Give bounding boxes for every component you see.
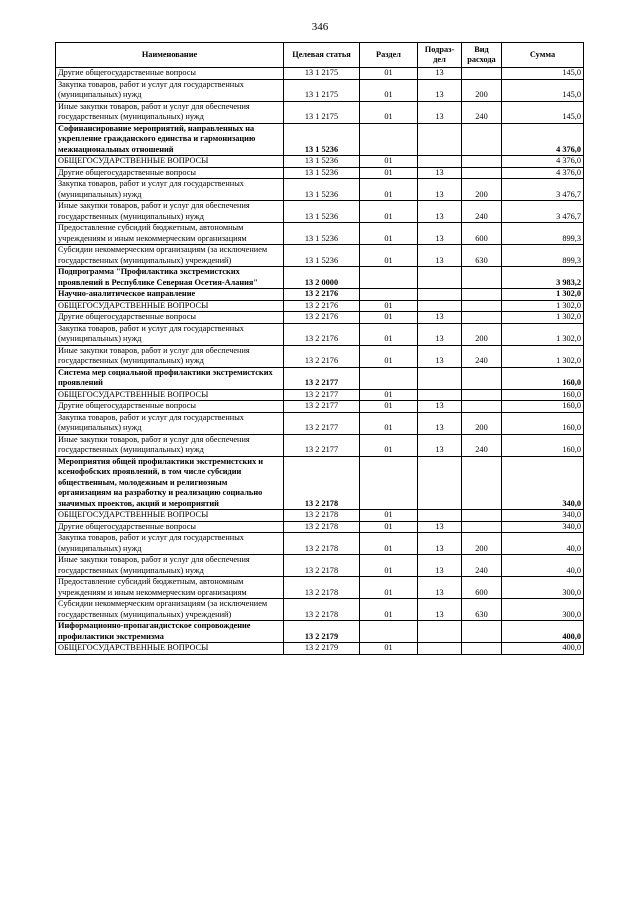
row-article-cell: 13 2 2179 — [284, 621, 360, 643]
row-sum-cell: 160,0 — [502, 367, 584, 389]
table-row — [56, 521, 584, 533]
row-name-cell: Другие общегосударственные вопросы — [56, 401, 284, 413]
table-row — [56, 577, 584, 599]
header-article: Целевая статья — [284, 43, 360, 68]
row-section-cell — [360, 621, 418, 643]
table-row — [56, 510, 584, 522]
table-row — [56, 267, 584, 289]
row-subsection-cell: 13 — [418, 345, 462, 367]
row-sum-cell: 160,0 — [502, 434, 584, 456]
row-section-cell — [360, 289, 418, 301]
row-article-cell: 13 2 2176 — [284, 312, 360, 324]
row-name-cell: Научно-аналитическое направление — [56, 289, 284, 301]
row-name-cell: Субсидии некоммерческим организациям (за исключением государственных (муниципальных) учреждений) — [56, 599, 284, 621]
row-article-cell: 13 1 5236 — [284, 123, 360, 156]
row-kind-cell — [462, 300, 502, 312]
row-section-cell: 01 — [360, 521, 418, 533]
row-name-cell: ОБЩЕГОСУДАРСТВЕННЫЕ ВОПРОСЫ — [56, 156, 284, 168]
row-sum-cell: 145,0 — [502, 68, 584, 80]
row-kind-cell — [462, 156, 502, 168]
row-name-cell: Система мер социальной профилактики экстремистских проявлений — [56, 367, 284, 389]
row-section-cell: 01 — [360, 577, 418, 599]
row-kind-cell — [462, 643, 502, 655]
row-subsection-cell — [418, 300, 462, 312]
row-kind-cell: 630 — [462, 599, 502, 621]
row-kind-cell: 200 — [462, 412, 502, 434]
row-section-cell: 01 — [360, 345, 418, 367]
row-sum-cell: 4 376,0 — [502, 167, 584, 179]
table-header-row — [56, 43, 584, 68]
row-kind-cell — [462, 621, 502, 643]
row-name-cell: Иные закупки товаров, работ и услуг для обеспечения государственных (муниципальных) нужд — [56, 434, 284, 456]
budget-table — [55, 42, 584, 655]
row-name-cell: Софинансирование мероприятий, направленных на укрепление гражданского единства и гармонизацию межнациональных отношений — [56, 123, 284, 156]
row-section-cell — [360, 267, 418, 289]
row-kind-cell: 600 — [462, 223, 502, 245]
row-name-cell: ОБЩЕГОСУДАРСТВЕННЫЕ ВОПРОСЫ — [56, 643, 284, 655]
row-kind-cell — [462, 167, 502, 179]
row-subsection-cell: 13 — [418, 245, 462, 267]
row-kind-cell: 200 — [462, 179, 502, 201]
row-sum-cell: 1 302,0 — [502, 323, 584, 345]
row-section-cell: 01 — [360, 68, 418, 80]
row-sum-cell: 1 302,0 — [502, 289, 584, 301]
row-subsection-cell: 13 — [418, 201, 462, 223]
table-row — [56, 401, 584, 413]
row-subsection-cell — [418, 123, 462, 156]
row-article-cell: 13 2 2178 — [284, 577, 360, 599]
row-section-cell: 01 — [360, 643, 418, 655]
row-article-cell: 13 2 2177 — [284, 367, 360, 389]
row-name-cell: Закупка товаров, работ и услуг для государственных (муниципальных) нужд — [56, 79, 284, 101]
row-article-cell: 13 2 2178 — [284, 555, 360, 577]
row-sum-cell: 1 302,0 — [502, 345, 584, 367]
table-row — [56, 389, 584, 401]
row-name-cell: ОБЩЕГОСУДАРСТВЕННЫЕ ВОПРОСЫ — [56, 300, 284, 312]
row-article-cell: 13 2 2177 — [284, 389, 360, 401]
row-kind-cell — [462, 367, 502, 389]
row-article-cell: 13 1 2175 — [284, 79, 360, 101]
row-section-cell — [360, 456, 418, 510]
row-section-cell: 01 — [360, 323, 418, 345]
header-sum: Сумма — [502, 43, 584, 68]
row-subsection-cell: 13 — [418, 323, 462, 345]
row-article-cell: 13 2 0000 — [284, 267, 360, 289]
row-article-cell: 13 1 2175 — [284, 101, 360, 123]
row-kind-cell — [462, 68, 502, 80]
table-row — [56, 179, 584, 201]
row-subsection-cell: 13 — [418, 312, 462, 324]
row-sum-cell: 899,3 — [502, 245, 584, 267]
table-row — [56, 533, 584, 555]
table-row — [56, 434, 584, 456]
row-article-cell: 13 1 5236 — [284, 223, 360, 245]
row-kind-cell — [462, 289, 502, 301]
row-subsection-cell: 13 — [418, 434, 462, 456]
table-row — [56, 312, 584, 324]
table-row — [56, 289, 584, 301]
row-kind-cell: 200 — [462, 533, 502, 555]
row-subsection-cell: 13 — [418, 223, 462, 245]
row-article-cell: 13 2 2178 — [284, 510, 360, 522]
row-article-cell: 13 1 2175 — [284, 68, 360, 80]
row-article-cell: 13 2 2179 — [284, 643, 360, 655]
row-section-cell — [360, 367, 418, 389]
row-name-cell: ОБЩЕГОСУДАРСТВЕННЫЕ ВОПРОСЫ — [56, 510, 284, 522]
row-sum-cell: 300,0 — [502, 577, 584, 599]
row-subsection-cell — [418, 267, 462, 289]
row-section-cell: 01 — [360, 79, 418, 101]
row-article-cell: 13 2 2177 — [284, 434, 360, 456]
row-section-cell: 01 — [360, 510, 418, 522]
row-section-cell: 01 — [360, 434, 418, 456]
row-section-cell: 01 — [360, 312, 418, 324]
row-section-cell: 01 — [360, 201, 418, 223]
row-section-cell: 01 — [360, 101, 418, 123]
table-row — [56, 300, 584, 312]
row-sum-cell: 400,0 — [502, 643, 584, 655]
row-subsection-cell: 13 — [418, 577, 462, 599]
row-subsection-cell: 13 — [418, 401, 462, 413]
row-sum-cell: 160,0 — [502, 389, 584, 401]
header-section: Раздел — [360, 43, 418, 68]
row-name-cell: Иные закупки товаров, работ и услуг для обеспечения государственных (муниципальных) нужд — [56, 101, 284, 123]
row-name-cell: Иные закупки товаров, работ и услуг для обеспечения государственных (муниципальных) нужд — [56, 201, 284, 223]
row-section-cell: 01 — [360, 599, 418, 621]
table-row — [56, 245, 584, 267]
table-row — [56, 123, 584, 156]
row-sum-cell: 1 302,0 — [502, 300, 584, 312]
row-section-cell: 01 — [360, 156, 418, 168]
row-section-cell: 01 — [360, 223, 418, 245]
row-subsection-cell: 13 — [418, 101, 462, 123]
row-name-cell: Закупка товаров, работ и услуг для государственных (муниципальных) нужд — [56, 323, 284, 345]
row-name-cell: Мероприятия общей профилактики экстремистских и ксенофобских проявлений, в том числе субсидии общественным, молодежным и религиозным организациям на разработку и реализацию социально значимых проектов, акций и мероприятий — [56, 456, 284, 510]
table-row — [56, 367, 584, 389]
row-article-cell: 13 2 2176 — [284, 289, 360, 301]
row-subsection-cell — [418, 389, 462, 401]
row-section-cell: 01 — [360, 412, 418, 434]
row-subsection-cell: 13 — [418, 555, 462, 577]
row-kind-cell — [462, 510, 502, 522]
page-number: 346 — [311, 21, 329, 33]
row-subsection-cell — [418, 643, 462, 655]
row-sum-cell: 340,0 — [502, 456, 584, 510]
table-row — [56, 412, 584, 434]
row-subsection-cell — [418, 156, 462, 168]
row-subsection-cell: 13 — [418, 167, 462, 179]
row-name-cell: Другие общегосударственные вопросы — [56, 312, 284, 324]
row-kind-cell — [462, 267, 502, 289]
row-name-cell: Подпрограмма "Профилактика экстремистских проявлений в Республике Северная Осетия-Алания" — [56, 267, 284, 289]
row-sum-cell: 4 376,0 — [502, 123, 584, 156]
row-sum-cell: 145,0 — [502, 79, 584, 101]
table-row — [56, 345, 584, 367]
table-row — [56, 456, 584, 510]
row-sum-cell: 40,0 — [502, 533, 584, 555]
row-sum-cell: 145,0 — [502, 101, 584, 123]
row-article-cell: 13 2 2177 — [284, 412, 360, 434]
row-kind-cell — [462, 401, 502, 413]
row-kind-cell — [462, 521, 502, 533]
row-kind-cell — [462, 312, 502, 324]
row-kind-cell: 200 — [462, 323, 502, 345]
row-kind-cell: 630 — [462, 245, 502, 267]
table-row — [56, 643, 584, 655]
row-kind-cell: 240 — [462, 434, 502, 456]
row-name-cell: Закупка товаров, работ и услуг для государственных (муниципальных) нужд — [56, 533, 284, 555]
row-section-cell: 01 — [360, 555, 418, 577]
row-kind-cell — [462, 123, 502, 156]
row-article-cell: 13 1 5236 — [284, 179, 360, 201]
row-article-cell: 13 2 2178 — [284, 521, 360, 533]
row-subsection-cell — [418, 621, 462, 643]
row-section-cell: 01 — [360, 401, 418, 413]
row-section-cell: 01 — [360, 167, 418, 179]
row-kind-cell: 240 — [462, 555, 502, 577]
row-subsection-cell: 13 — [418, 599, 462, 621]
table-row — [56, 555, 584, 577]
row-subsection-cell — [418, 456, 462, 510]
row-sum-cell: 340,0 — [502, 521, 584, 533]
row-sum-cell: 40,0 — [502, 555, 584, 577]
row-sum-cell: 160,0 — [502, 412, 584, 434]
row-kind-cell: 240 — [462, 345, 502, 367]
row-section-cell — [360, 123, 418, 156]
row-name-cell: Иные закупки товаров, работ и услуг для обеспечения государственных (муниципальных) нужд — [56, 555, 284, 577]
row-section-cell: 01 — [360, 533, 418, 555]
row-subsection-cell — [418, 367, 462, 389]
row-article-cell: 13 2 2177 — [284, 401, 360, 413]
row-sum-cell: 3 476,7 — [502, 179, 584, 201]
row-kind-cell — [462, 389, 502, 401]
header-subsection: Подраз- дел — [418, 43, 462, 68]
row-article-cell: 13 1 5236 — [284, 245, 360, 267]
row-kind-cell: 240 — [462, 101, 502, 123]
table-row — [56, 599, 584, 621]
table-row — [56, 79, 584, 101]
row-sum-cell: 400,0 — [502, 621, 584, 643]
row-article-cell: 13 2 2178 — [284, 456, 360, 510]
row-kind-cell: 240 — [462, 201, 502, 223]
table-row — [56, 156, 584, 168]
row-article-cell: 13 1 5236 — [284, 167, 360, 179]
row-subsection-cell: 13 — [418, 68, 462, 80]
row-name-cell: Другие общегосударственные вопросы — [56, 521, 284, 533]
row-subsection-cell: 13 — [418, 521, 462, 533]
row-sum-cell: 160,0 — [502, 401, 584, 413]
header-name: Наименование — [56, 43, 284, 68]
row-name-cell: Предоставление субсидий бюджетным, автономным учреждениям и иным некоммерческим организациям — [56, 577, 284, 599]
table-body — [56, 68, 584, 655]
row-name-cell: ОБЩЕГОСУДАРСТВЕННЫЕ ВОПРОСЫ — [56, 389, 284, 401]
row-kind-cell — [462, 456, 502, 510]
row-name-cell: Другие общегосударственные вопросы — [56, 167, 284, 179]
row-kind-cell: 600 — [462, 577, 502, 599]
table-row — [56, 68, 584, 80]
row-section-cell: 01 — [360, 300, 418, 312]
row-article-cell: 13 2 2176 — [284, 345, 360, 367]
row-name-cell: Субсидии некоммерческим организациям (за исключением государственных (муниципальных) учреждений) — [56, 245, 284, 267]
row-article-cell: 13 2 2176 — [284, 323, 360, 345]
row-article-cell: 13 2 2176 — [284, 300, 360, 312]
row-name-cell: Закупка товаров, работ и услуг для государственных (муниципальных) нужд — [56, 412, 284, 434]
row-subsection-cell: 13 — [418, 412, 462, 434]
row-sum-cell: 1 302,0 — [502, 312, 584, 324]
row-sum-cell: 3 983,2 — [502, 267, 584, 289]
table-row — [56, 621, 584, 643]
row-subsection-cell: 13 — [418, 179, 462, 201]
row-name-cell: Закупка товаров, работ и услуг для государственных (муниципальных) нужд — [56, 179, 284, 201]
row-sum-cell: 3 476,7 — [502, 201, 584, 223]
row-article-cell: 13 2 2178 — [284, 533, 360, 555]
row-section-cell: 01 — [360, 245, 418, 267]
table-row — [56, 223, 584, 245]
row-article-cell: 13 2 2178 — [284, 599, 360, 621]
row-kind-cell: 200 — [462, 79, 502, 101]
header-kind: Вид расхода — [462, 43, 502, 68]
row-section-cell: 01 — [360, 389, 418, 401]
row-sum-cell: 340,0 — [502, 510, 584, 522]
table-row — [56, 323, 584, 345]
table-row — [56, 167, 584, 179]
row-sum-cell: 899,3 — [502, 223, 584, 245]
row-name-cell: Другие общегосударственные вопросы — [56, 68, 284, 80]
table-row — [56, 101, 584, 123]
row-article-cell: 13 1 5236 — [284, 201, 360, 223]
row-name-cell: Предоставление субсидий бюджетным, автономным учреждениям и иным некоммерческим организациям — [56, 223, 284, 245]
table-row — [56, 201, 584, 223]
row-sum-cell: 300,0 — [502, 599, 584, 621]
row-subsection-cell: 13 — [418, 533, 462, 555]
row-section-cell: 01 — [360, 179, 418, 201]
row-article-cell: 13 1 5236 — [284, 156, 360, 168]
row-name-cell: Иные закупки товаров, работ и услуг для обеспечения государственных (муниципальных) нужд — [56, 345, 284, 367]
row-subsection-cell — [418, 289, 462, 301]
row-subsection-cell — [418, 510, 462, 522]
row-subsection-cell: 13 — [418, 79, 462, 101]
row-name-cell: Информационно-пропагандистское сопровождение профилактики экстремизма — [56, 621, 284, 643]
row-sum-cell: 4 376,0 — [502, 156, 584, 168]
